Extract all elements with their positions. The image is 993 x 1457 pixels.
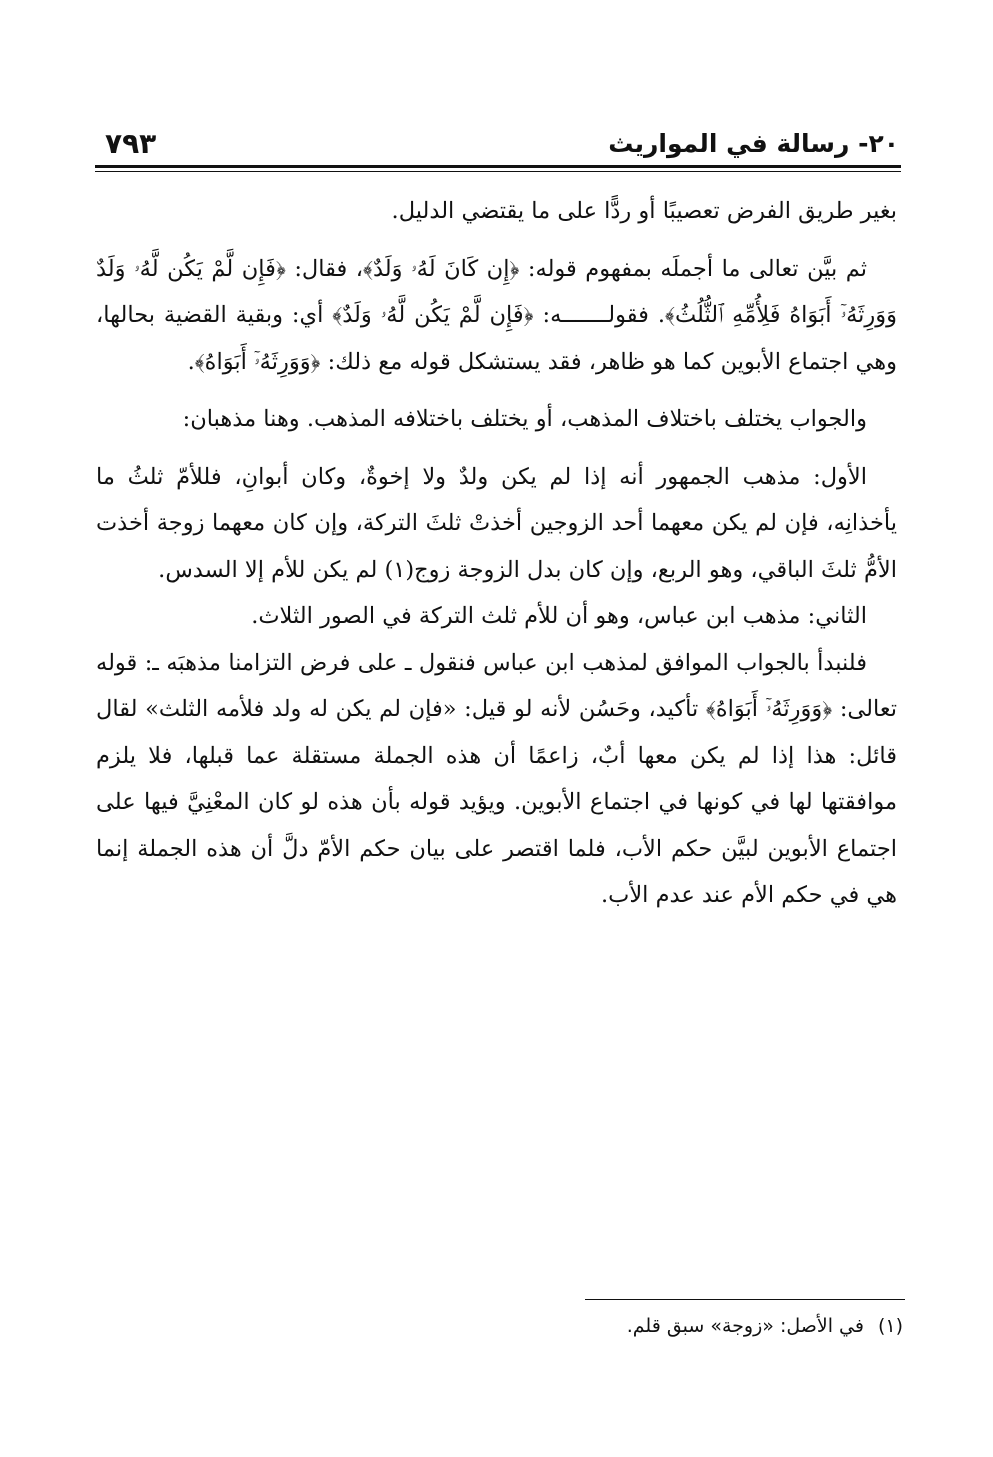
page-number: ٧٩٣: [105, 127, 157, 160]
page-header: [95, 125, 901, 165]
paragraph: ثم بيَّن تعالى ما أجملَه بمفهوم قوله: ﴿إِن كَانَ لَهُۥ وَلَدٌ﴾، فقال: ﴿فَإِن لَّمْ يَكُن لَّهُۥ وَلَدٌ وَوَرِثَهُۥٓ أَبَوَاهُ فَلِأُمِّهِ ٱلثُّلُثُ﴾. فقولـــــــه: ﴿فَإِن لَّمْ يَكُن لَّهُۥ وَلَدٌ﴾ أي: وبقية القضية بحالها، وهي اجتماع الأبوين كما هو ظاهر، فقد يستشكل قوله مع ذلك: ﴿وَوَرِثَهُۥٓ أَبَوَاهُ﴾.: [96, 255, 897, 375]
footnote-text: في الأصل: «زوجة» سبق قلم.: [626, 1315, 864, 1337]
header-rule-thin: [95, 171, 901, 172]
header-rule-thick: [95, 165, 901, 168]
paragraph: بغير طريق الفرض تعصيبًا أو ردًّا على ما يقتضي الدليل.: [391, 198, 897, 224]
running-title: ٢٠- رسالة في المواريث: [608, 129, 899, 158]
footnote: [627, 1315, 903, 1337]
body-text: [96, 188, 897, 919]
paragraph: فلنبدأ بالجواب الموافق لمذهب ابن عباس فنقول ـ على فرض التزامنا مذهبَه ـ: قوله تعالى: ﴿وَوَرِثَهُۥٓ أَبَوَاهُ﴾ تأكيد، وحَسُن لأنه لو قيل: «فإن لم يكن له ولد فلأمه الثلث» لقال قائل: هذا إذا لم يكن معها أبٌ، زاعمًا أن هذه الجملة مستقلة عما قبلها، فلا يلزم موافقتها لها في كونها في اجتماع الأبوين. ويؤيد قوله بأن هذه لو كان المعْنِيَّ فيها على اجتماع الأبوين لبيَّن حكم الأب، فلما اقتصر على بيان حكم الأمّ دلَّ أن هذه الجملة إنما هي في حكم الأم عند عدم الأب.: [96, 649, 897, 908]
paragraph: الأول: مذهب الجمهور أنه إذا لم يكن ولدٌ ولا إخوةٌ، وكان أبوانِ، فللأمّ ثلثُ ما يأخذانِه، فإن لم يكن معهما أحد الزوجين أخذتْ ثلثَ التركة، وإن كان معهما زوجة أخذت الأمُّ ثلثَ الباقي، وهو الربع، وإن كان بدل الزوجة زوج(١) لم يكن للأم إلا السدس.: [96, 463, 897, 583]
paragraph: والجواب يختلف باختلاف المذهب، أو يختلف باختلافه المذهب. وهنا مذهبان:: [182, 406, 867, 432]
footnote-rule: [585, 1299, 905, 1300]
paragraph: الثاني: مذهب ابن عباس، وهو أن للأم ثلث التركة في الصور الثلاث.: [251, 603, 867, 629]
footnote-number: (١): [877, 1315, 903, 1337]
